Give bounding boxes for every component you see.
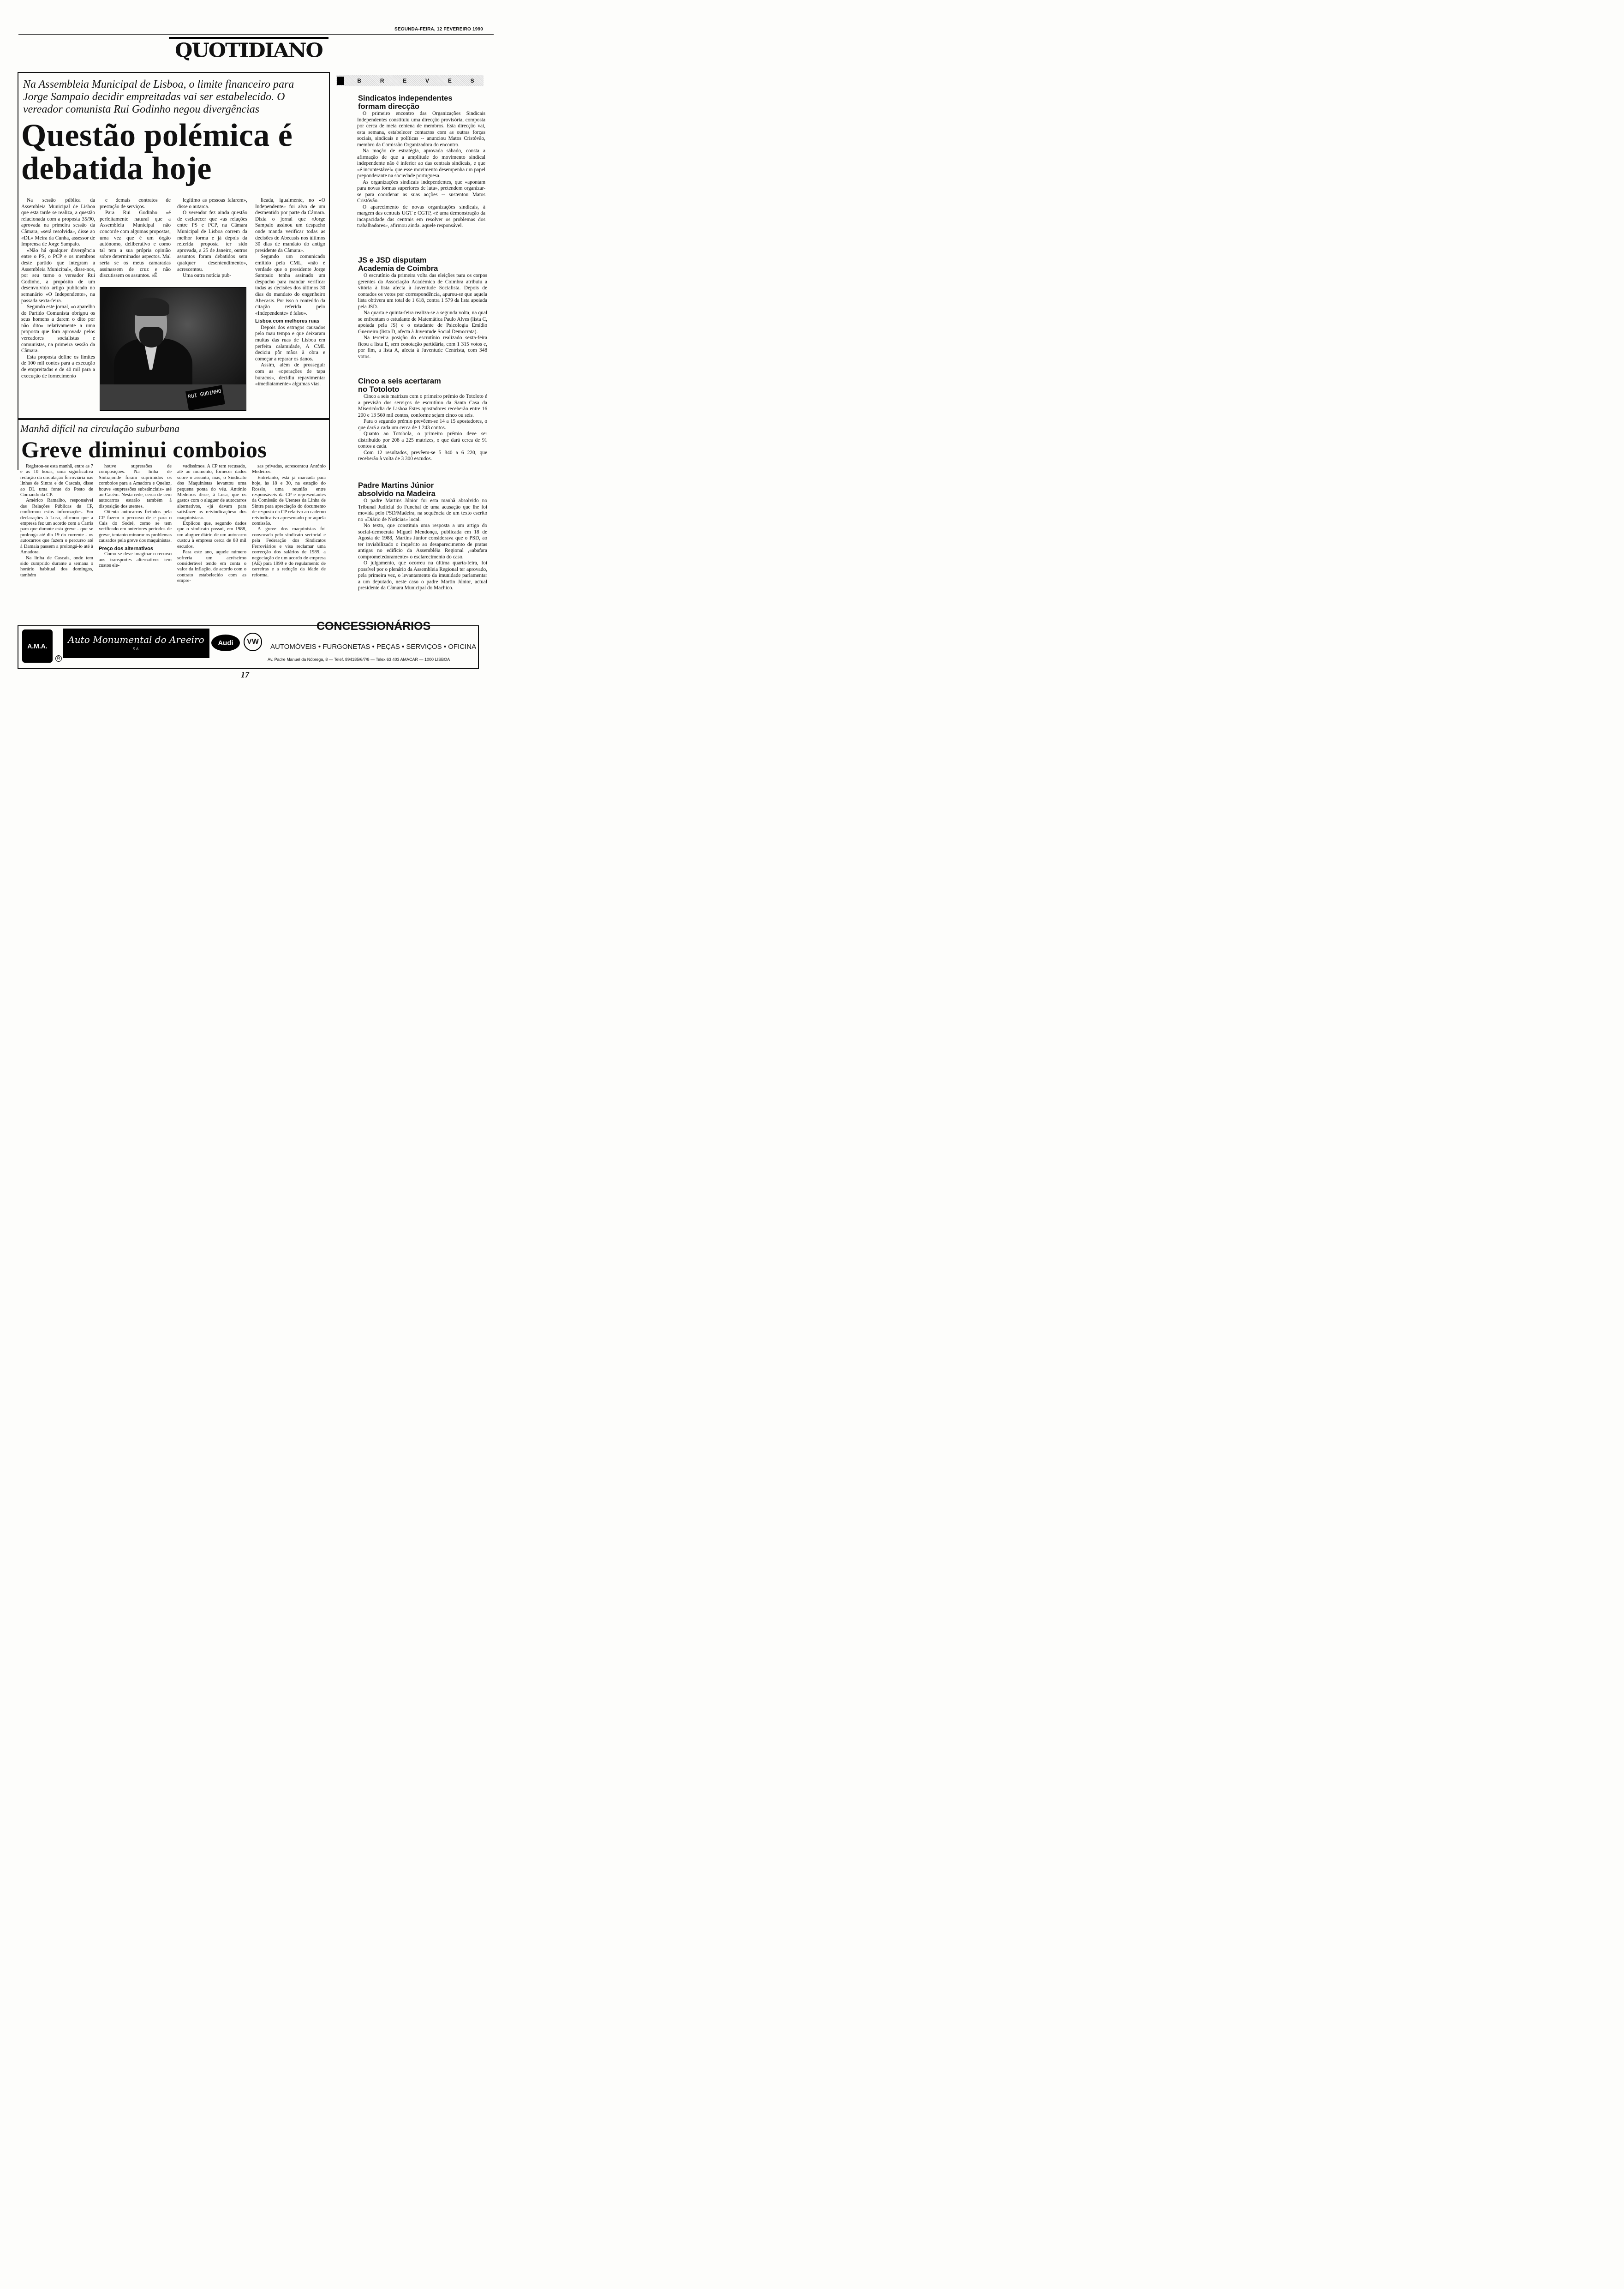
photo-nameplate: RUI GODINHO: [185, 385, 225, 410]
paragraph: Explicou que, segundo dados que o sindicato possui, em 1988, um aluguer diário de um autocarro custou à empresa cerca de 88 mil escudos.: [177, 521, 246, 549]
lead-col-1-text: [21, 198, 95, 379]
masthead-bar: [169, 37, 328, 39]
paragraph: Para este ano, aquele número sofreria um acréscimo considerável tendo em conta o valor da inflação, de acordo com o contrato estabelecido com as empre-: [177, 550, 246, 584]
paragraph: Assim, além de prosseguir com as «operações de tapa buracos», decidiu repavimentar «imediatamente» algumas vias.: [255, 362, 325, 387]
breve-1: [358, 94, 487, 229]
greve-subhead: Preço dos alternativos: [99, 545, 153, 551]
lead-col-3: [177, 198, 247, 279]
paragraph: houve supressões de composições. Na linha de Sintra,onde foram suprimidos os comboios para a Amadora e Queluz, houve «supressões substânciais» até ao Cacém. Nesta rede, cerca de cem autocarros estarão também à disposição dos utentes.: [99, 464, 172, 509]
dealer-sa: S.A.: [132, 647, 140, 651]
lead-col-4-text: [255, 198, 325, 317]
paragraph: Na quarta e quinta-feira realiza-se a segunda volta, na qual se enfrentam o estudante de Matemática Paulo Alves (lista C, apoiada pela JS) e o estudante de Psicologia Emídio Guerreiro (lista D, afecta à Juventude Social Democrata).: [358, 310, 487, 335]
breve-2-title: JS e JSD disputam Academia de Coimbra: [358, 256, 438, 273]
paragraph: Segundo este jornal, «o aparelho do Partido Comunista obrigou os seus homens a darem o dito por não dito» relativamente a uma proposta que fora aprovada pelos vereadores socialistas e comunistas, na primeira sessão da Câmara.: [21, 304, 95, 354]
lead-col-2-text: [100, 198, 171, 279]
paragraph: Na moção de estratégia, aprovada sábado, consta a afirmação de que a amplitude do movimento sindical independente não é inferior ao das centrais sindicais, e que «é incontestável» que esse movimento desempenha um papel preponderante na sociedade portuguesa.: [357, 148, 485, 179]
breves-letter: E: [448, 78, 452, 84]
breve-2-body: [358, 273, 487, 360]
breve-4: [358, 481, 487, 592]
lead-col-1: [21, 198, 95, 379]
paragraph: O aparecimento de novas organizações sindicais, à margem das centrais UGT e CGTP, «é uma demonstração da incapacidade das centrais em resolver os problemas dos trabalhadores», afirmou ainda. aquele responsável.: [357, 204, 485, 228]
paragraph: Cinco a seis matrizes com o primeiro prémio do Totoloto é a previsão dos serviços de escrutínio da Santa Casa da Misericórdia de Lisboa Estes apostadores receberão entre 16 200 e 13 560 mil contos, conforme sejam cinco ou seis.: [358, 394, 487, 418]
paragraph: legítimo as pessoas falarem», disse o autarca.: [177, 198, 247, 210]
lead-kicker: Na Assembleia Municipal de Lisboa, o limite financeiro para Jorge Sampaio decidir empreitadas vai ser estabelecido. O vereador comunista Rui Godinho negou divergências: [23, 78, 294, 115]
breve-4-text: [358, 498, 487, 592]
paragraph: Américo Ramalho, responsável das Relações Públicas da CP, confirmou estas informações. Em declarações à Lusa, afirmou que a empresa fez um acordo com a Carris para que durante esta greve - que se prolonga até dia 19 do corrente - os autocarros que fazem o percurso até à Damaia passem a prolongá-lo até à Amadora.: [20, 498, 93, 555]
greve-col-1: [20, 464, 93, 578]
greve-col-2: [99, 464, 172, 569]
photo-table: [100, 384, 246, 411]
breves-letter: R: [380, 78, 384, 84]
page-number: 17: [241, 670, 249, 679]
paragraph: e demais contratos de prestação de serviços.: [100, 198, 171, 210]
lead-col-2: [100, 198, 171, 279]
breve-2: [358, 256, 487, 360]
section-masthead: QUOTIDIANO: [175, 39, 322, 62]
photo-hair: [133, 298, 169, 316]
paragraph: O vereador fez ainda questão de esclarecer que «as relações entre PS e PCP, na Câmara Municipal de Lisboa correm da melhor forma e já depois da referida proposta ter sido aprovada, a 25 de Janeiro, outros assuntos foram debatidos sem qualquer desentendimento», acrescentou.: [177, 210, 247, 272]
paragraph: Depois dos estragos causados pelo mau tempo e que deixaram muitas das ruas de Lisboa em perfeita calamidade, A CML deciciu pôr mãos à obra e começar a reparar os danos.: [255, 324, 325, 362]
paragraph: Uma outra notícia pub-: [183, 273, 232, 279]
breve-1-text: [357, 111, 485, 229]
header-rule: [18, 34, 494, 35]
lead-col-4b-text: [255, 325, 325, 388]
ama-logo: A.M.A.: [22, 629, 53, 663]
breve-4-title: Padre Martins Júnior absolvido na Madeira: [358, 481, 436, 498]
greve-col-4-text: [252, 464, 326, 578]
lead-col-4: [255, 198, 325, 388]
paragraph: A greve dos maquinistas foi convocada pelo sindicato sectorial e pela Federação dos Sindicatos Ferroviários e visa reclamar uma correcção dos salários de 1989, a negociação de um acordo de empresa (AE) para 1990 e do regulamento de carreiras e a redução da idade de reforma.: [252, 527, 326, 578]
issue-date: SEGUNDA-FEIRA, 12 FEVEREIRO 1990: [394, 27, 484, 32]
greve-col-2-text: [99, 464, 172, 544]
paragraph: Registou-se esta manhã, entre as 7 e as 10 horas, uma significativa redução da circulação ferroviária nas linhas de Sintra e de Cascais, disse ao DL uma fonte do Posto de Comando da CP.: [20, 464, 93, 498]
audi-logo: Audi: [211, 635, 240, 651]
paragraph: O primeiro encontro das Organizações Sindicais Independentes constituiu uma direcção provisória, composta por cerca de meia centena de membros. Esta direcção vai, esta semana, estabelecer contactos com as outras forças sociais, sindicais e políticas -- anunciou Matos Cristóvão, membro da Comissão Organizadora do encontro.: [357, 111, 485, 148]
paragraph: vadíssimos. A CP tem recusado, até ao momento, fornecer dados sobre o assunto, mas, o Sindicato dos Maquinistas levantou uma pequena ponta do véu. António Medeiros disse, à Lusa, que os gastos com o aluguer de autocarros alternativos, «já davam para satisfazer as reivindicações» dos maquinistas».: [177, 464, 246, 521]
dealer-name-box: [63, 629, 209, 658]
paragraph: O padre Martins Júnior foi esta manhã absolvido no Tribunal Judicial do Funchal de uma acusação que lhe foi movida pelo PSD/Madeira, na sequência de um texto escrito no «Diário de Notícias» local.: [358, 498, 487, 522]
breves-letter: E: [403, 78, 407, 84]
greve-col-3: [177, 464, 246, 584]
ad-address: Av. Padre Manuel da Nóbrega, 8 — Telef. 894185/6/7/8 — Telex 63 403 AMACAR — 1000 LISBOA: [268, 657, 450, 662]
ad-services: AUTOMÓVEIS • FURGONETAS • PEÇAS • SERVIÇOS • OFICINA: [270, 643, 477, 651]
paragraph: Na sessão pública da Assembleia Municipal de Lisboa que esta tarde se realiza, a questão relacionada com a proposta 35/90, aprovada na primeira sessão da Câmara, «será resolvida», disse ao «DL» Meira da Cunha, assessor de Imprensa de Jorge Sampaio.: [21, 198, 95, 247]
breve-2-text: [358, 273, 487, 360]
paragraph: Para o segundo prémio prevêem-se 14 a 15 apostadores, o que dará a cada um cerca de 1 243 contos.: [358, 419, 487, 431]
paragraph: Como se deve imaginar o recurso aos transportes alternativos tem custos ele-: [99, 551, 172, 568]
breve-1-body: [357, 111, 485, 229]
ad-title: CONCESSIONÁRIOS: [316, 620, 431, 633]
breve-3-body: [358, 394, 487, 462]
breve-3-text: [358, 394, 487, 462]
lead-subhead: Lisboa com melhores ruas: [255, 318, 320, 324]
breves-square: [337, 77, 344, 85]
breves-letter: B: [357, 78, 362, 84]
paragraph: O julgamento, que ocorreu na última quarta-feira, foi possível por o plenário da Assembleia Regional ter aprovado, pela primeira vez, o levantamento da imunidade parlamentar a um deputado, neste caso o padre Martin Júnior, actual presidente da Câmara Municipal do Machico.: [358, 560, 487, 591]
paragraph: sas privadas, acrescentou António Medeiros.: [252, 464, 326, 475]
greve-kicker: Manhã difícil na circulação suburbana: [20, 423, 180, 434]
breve-4-body: [358, 498, 487, 592]
paragraph: Na linha de Cascais, onde tem sido cumprido durante a semana o horário habitual dos domingos, também: [20, 555, 93, 578]
lead-headline: Questão polémica é debatida hoje: [21, 118, 293, 186]
paragraph: As organizações sindicais independentes, que «apontam para novas formas superiores de luta», pretendem organizar-se para coordenar as suas acções -- sustentou Matos Cristóvão.: [357, 179, 485, 204]
registered-icon: R: [55, 655, 62, 662]
breves-letter: V: [425, 78, 430, 84]
paragraph: No texto, que constituia uma resposta a um artigo do social-democrata Miguel Mendonça, publicada em 18 de Agosta de 1988, Martins Júnior considerava que o PSD, ao ter inviabilizado o inquérito ao desaparecimento de pratas antigas no edifício da Assembléia Regional ,«abafara comprometedoramente» o esclarecimento do caso.: [358, 523, 487, 560]
paragraph: O escrutínio da primeira volta das eleições para os corpos gerentes da Associação Académica de Coimbra atribuiu a vitória à lista afecta à Juventude Socialista. Depois de contados os votos por correspondência, apurou-se que aquela lista obtivera um total de 1 618, contra 1 579 da lista apoiada pela JSD.: [358, 273, 487, 310]
photo-beard: [139, 327, 163, 348]
paragraph: Quanto ao Totobola, o primeiro prémio deve ser distribuído por 208 a 225 matrizes, o que dará cerca de 91 contos a cada.: [358, 431, 487, 449]
paragraph: Na terceira posição do escrutínio realizado sexta-feira ficou a lista E, sem conotação partidária, com 1 315 votos e, por fim, a lista A, afecta à Juventude Centrista, com 348 votos.: [358, 335, 487, 360]
breve-3: [358, 377, 487, 462]
paragraph: Para Rui Godinho «é perfeitamente natural que a Assembleia Municipal não concorde com algumas propostas, uma vez que é um órgão autónomo, deliberativo e como tal tem a sua própria opinião sobre determinados aspectos. Mal seria se os meus camaradas assinassem de cruz e não discutissem os assuntos. «É: [100, 210, 171, 279]
vw-logo: VW: [244, 633, 262, 651]
greve-col-3-text: [177, 464, 246, 584]
paragraph: Entretanto, está já marcada para hoje, às 18 e 30, na estação do Rossio, uma reunião entre responsáveis da CP e representantes da Comissão de Utentes da Linha de Sintra para apreciação do documento de resposta da CP relativo ao caderno reivindicativo apresentado por aquela comissão.: [252, 475, 326, 527]
greve-headline: Greve diminui comboios: [21, 437, 267, 462]
breves-banner: [336, 75, 484, 86]
breves-letters: [348, 78, 484, 84]
breve-1-title: Sindicatos independentes formam direcção: [358, 94, 453, 111]
paragraph: licada, igualmente, no «O Independente» foi alvo de um desmentido por parte da Câmara. Dizia o jornal que «Jorge Sampaio assinou um despacho onde manda verificar todas as decisões de Abecasis nos últimos 30 dias de mandato do antigo presidente da Câmara».: [255, 198, 325, 253]
breve-3-title: Cinco a seis acertaram no Totoloto: [358, 377, 441, 394]
greve-col-2b-text: [99, 551, 172, 569]
paragraph: Com 12 resultados, prevêem-se 5 840 a 6 220, que receberão à volta de 3 300 escudos.: [358, 449, 487, 461]
breves-letter: S: [470, 78, 474, 84]
rui-godinho-photo: [100, 287, 246, 411]
paragraph: Oitenta autocarros fretados pela CP fazem o percurso de e para o Cais do Sodré, como se tem verificado em anteriores períodos de greve, tentanto minorar os problemas causados pela greve dos maquinistas.: [99, 509, 172, 544]
dealer-name: Auto Monumental do Areeiro: [68, 634, 204, 645]
lead-col-3-text: [177, 198, 247, 279]
paragraph: Segundo um comunicado emitido pela CML, «não é verdade que o presidente Jorge Sampaio tenha assinado um despacho para mandar verificar todas as decisões dos últimos 30 dias do mandato do engenheiro Abecasis. Por isso o conteúdo da citação referida pelo «Independente» é falso».: [255, 254, 325, 316]
paragraph: Esta proposta define os limites de 100 mil contos para a execução de empreitadas e de 40 mil para a execução de fornecimento: [21, 354, 95, 379]
paragraph: «Não há qualquer divergência entre o PS, o PCP e os membros deste partido que integram a Assembleia Municipal», disse-nos, por seu turno o vereador Rui Godinho, a propósito de um desenvolvido artigo publicado no semanário «O Independente», na passada sexta-feira.: [21, 247, 95, 304]
greve-col-1-text: [20, 464, 93, 578]
greve-col-4: [252, 464, 326, 578]
